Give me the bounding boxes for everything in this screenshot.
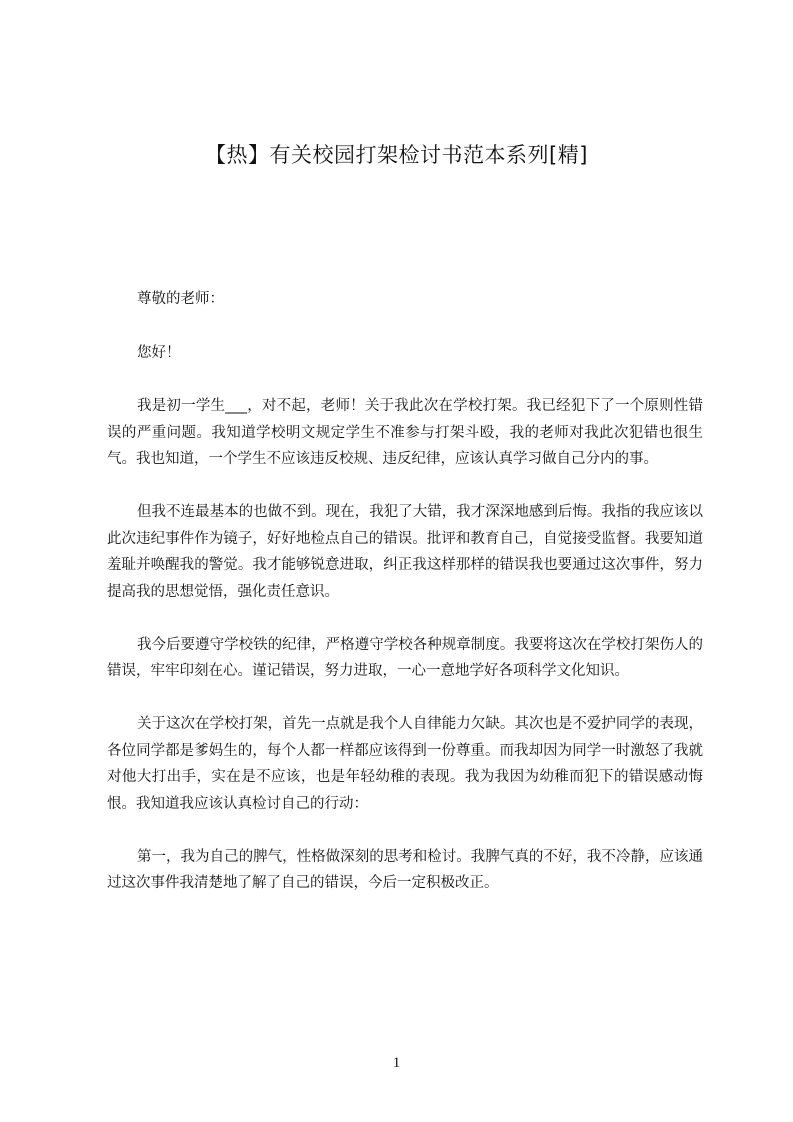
body-paragraph-2: 但我不连最基本的也做不到。现在，我犯了大错，我才深深地感到后悔。我指的我应该以此次违纪事件作为镜子，好好地检点自己的错误。批评和教育自己，自觉接受监督。我要知道羞耻并唤醒我的警觉。我才能够锐意进取，纠正我这样那样的错误我也要通过这次事件，努力提高我的思想觉悟，强化责任意识。 bbox=[107, 504, 703, 600]
body-paragraph-3: 我今后要遵守学校铁的纪律，严格遵守学校各种规章制度。我要将这次在学校打架伤人的错误，牢牢印刻在心。谨记错误，努力进取，一心一意地学好各项科学文化知识。 bbox=[107, 636, 703, 679]
salutation: 尊敬的老师： bbox=[137, 291, 224, 307]
body-paragraph-5: 第一，我为自己的脾气，性格做深刻的思考和检讨。我脾气真的不好，我不冷静，应该通过这次事件我清楚地了解了自己的错误，今后一定积极改正。 bbox=[107, 848, 703, 891]
body-paragraph-4: 关于这次在学校打架，首先一点就是我个人自律能力欠缺。其次也是不爱护同学的表现，各位同学都是爹妈生的，每个人都一样都应该得到一份尊重。而我却因为同学一时激怒了我就对他大打出手，实在是不应该，也是年轻幼稚的表现。我为我因为幼稚而犯下的错误感动悔恨。我知道我应该认真检讨自己的行动： bbox=[107, 716, 703, 812]
body-paragraph-1: 我是初一学生___，对不起，老师！关于我此次在学校打架。我已经犯下了一个原则性错误的严重问题。我知道学校明文规定学生不准参与打架斗殴，我的老师对我此次犯错也很生气。我也知道，一个学生不应该违反校规、违反纪律，应该认真学习做自己分内的事。 bbox=[107, 398, 703, 467]
page-number: 1 bbox=[392, 1055, 401, 1071]
document-title: 【热】有关校园打架检讨书范本系列[精] bbox=[205, 143, 588, 167]
greeting: 您好！ bbox=[137, 344, 181, 361]
document-body bbox=[107, 286, 703, 923]
